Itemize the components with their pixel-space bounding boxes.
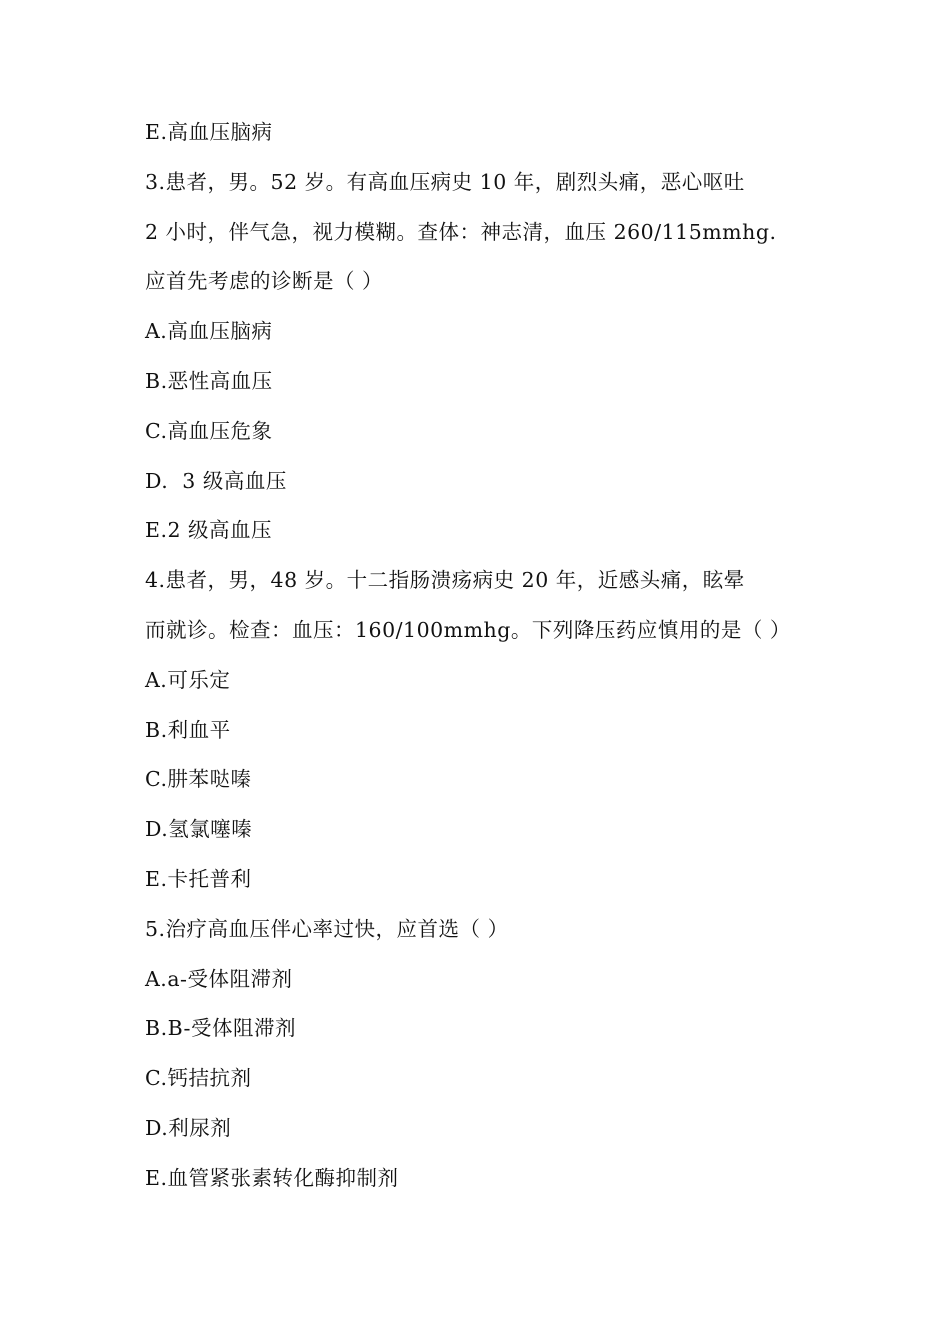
option-d-q3: D. 3 级高血压 <box>145 468 287 493</box>
document-page <box>145 108 815 1204</box>
option-e-q4: E.卡托普利 <box>145 866 252 891</box>
option-d-q5: D.利尿剂 <box>145 1115 232 1140</box>
option-c-q4: C.肼苯哒嗪 <box>145 767 252 792</box>
question-4-line-1: 4.患者，男，48 岁。十二指肠溃疡病史 20 年，近感头痛，眩晕 <box>145 568 745 593</box>
option-b-q5: B.B-受体阻滞剂 <box>145 1016 296 1041</box>
question-5-line-1: 5.治疗高血压伴心率过快，应首选（ ） <box>145 916 509 941</box>
option-c-q3: C.高血压危象 <box>145 418 273 443</box>
option-a-q4: A.可乐定 <box>145 667 231 692</box>
option-a-q3: A.高血压脑病 <box>145 319 273 344</box>
option-b-q3: B.恶性高血压 <box>145 368 273 393</box>
question-3-line-3: 应首先考虑的诊断是（ ） <box>145 269 384 294</box>
question-3-line-1: 3.患者，男。52 岁。有高血压病史 10 年，剧烈头痛，恶心呕吐 <box>145 169 745 194</box>
option-e-q5: E.血管紧张素转化酶抑制剂 <box>145 1165 399 1190</box>
option-d-q4: D.氢氯噻嗪 <box>145 817 253 842</box>
question-4-line-2: 而就诊。检查：血压：160/100mmhg。下列降压药应慎用的是（ ） <box>145 617 791 642</box>
option-e-q2: E.高血压脑病 <box>145 120 273 144</box>
option-c-q5: C.钙拮抗剂 <box>145 1066 252 1091</box>
option-b-q4: B.利血平 <box>145 717 231 742</box>
option-a-q5: A.a-受体阻滞剂 <box>145 966 293 991</box>
option-e-q3: E.2 级高血压 <box>145 518 273 543</box>
question-3-line-2: 2 小时，伴气急，视力模糊。查体：神志清，血压 260/115mmhg. <box>145 219 777 244</box>
